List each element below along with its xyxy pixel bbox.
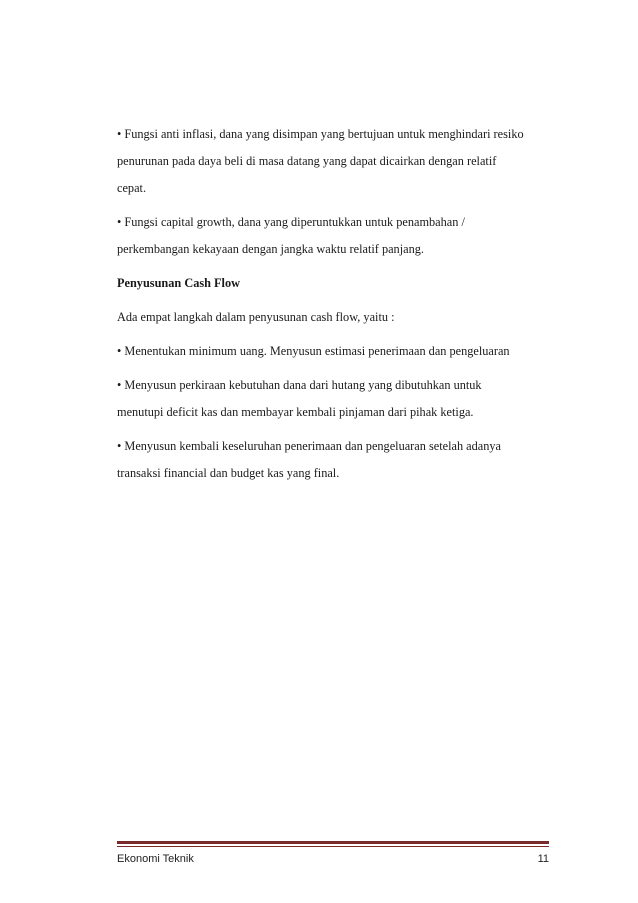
text-line: menutupi deficit kas dan membayar kembali pinjaman dari pihak ketiga. [117, 405, 474, 419]
section-heading: Penyusunan Cash Flow [117, 276, 241, 290]
text-line: Ada empat langkah dalam penyusunan cash flow, yaitu : [117, 310, 395, 324]
text-line: • Menyusun kembali keseluruhan penerimaan dan pengeluaran setelah adanya [117, 439, 501, 453]
document-body [117, 121, 557, 494]
paragraph-fungsi-capital-growth [117, 209, 557, 263]
paragraph-langkah-2 [117, 372, 557, 426]
footer-title: Ekonomi Teknik [117, 853, 194, 865]
text-line: cepat. [117, 181, 147, 195]
text-line: • Menyusun perkiraan kebutuhan dana dari hutang yang dibutuhkan untuk [117, 378, 482, 392]
paragraph-intro-langkah [117, 304, 557, 331]
footer-divider [117, 841, 549, 844]
footer-divider-thin [117, 846, 549, 847]
text-line: • Fungsi capital growth, dana yang diperuntukkan untuk penambahan / [117, 215, 465, 229]
paragraph-langkah-1 [117, 338, 557, 365]
text-line: penurunan pada daya beli di masa datang yang dapat dicairkan dengan relatif [117, 154, 497, 168]
text-line: • Menentukan minimum uang. Menyusun estimasi penerimaan dan pengeluaran [117, 344, 510, 358]
page-number: 11 [537, 853, 549, 865]
text-line: perkembangan kekayaan dengan jangka waktu relatif panjang. [117, 242, 424, 256]
paragraph-fungsi-anti-inflasi [117, 121, 557, 202]
text-line: transaksi financial dan budget kas yang final. [117, 466, 340, 480]
text-line: • Fungsi anti inflasi, dana yang disimpan yang bertujuan untuk menghindari resiko [117, 127, 524, 141]
paragraph-langkah-3 [117, 433, 557, 487]
